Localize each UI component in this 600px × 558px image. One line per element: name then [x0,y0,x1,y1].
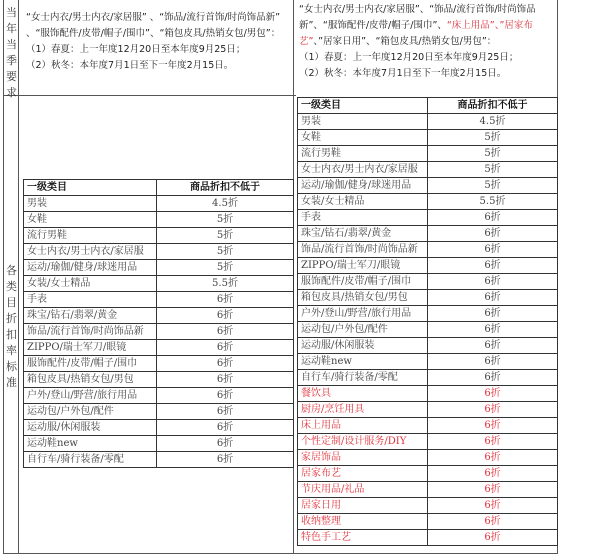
category-cell: 男装 [24,196,157,212]
table-row [24,372,294,388]
discount-cell: 6折 [428,322,558,338]
category-list-part: “女士内衣/男士内衣/家居服”、“饰品/流行首饰/时尚饰品新”、“服饰配件/皮带/帽子/围巾”、 [299,4,536,31]
table-row [298,514,558,530]
category-cell: 女士内衣/男士内衣/家居服 [24,244,157,260]
label-char: 目 [6,296,17,309]
discount-cell: 6折 [428,306,558,322]
category-cell: 服饰配件/皮带/帽子/围巾 [298,274,428,290]
autumn-winter-period: （2）秋冬：本年度7月1日至下一年度2月15日。 [299,68,507,79]
discount-cell: 6折 [157,372,294,388]
category-cell: 箱包皮具/热销女包/男包 [24,372,157,388]
discount-cell: 6折 [428,386,558,402]
category-cell: 运动/瑜伽/健身/球迷用品 [298,178,428,194]
table-row [24,356,294,372]
policy-table [3,0,558,554]
table-row [298,338,558,354]
table-row [24,228,294,244]
discount-cell: 6折 [428,482,558,498]
category-cell: 床上用品 [298,418,428,434]
discount-cell: 6折 [157,340,294,356]
discount-cell: 6折 [157,404,294,420]
table-row [298,450,558,466]
category-cell: 手表 [24,292,157,308]
table-row [298,146,558,162]
discount-cell: 6折 [157,324,294,340]
spring-summer-period: （1）春夏：上一年度12月20日至本年度9月25日； [299,52,519,63]
category-cell: 餐饮具 [298,386,428,402]
discount-cell: 4.5折 [157,196,294,212]
discount-cell: 6折 [157,308,294,324]
table-row [24,452,294,468]
category-cell: 服饰配件/皮带/帽子/围巾 [24,356,157,372]
category-cell: 运动包/户外包/配件 [24,404,157,420]
row-label-season-requirement [4,5,19,101]
category-list [299,2,557,50]
table-row [298,482,558,498]
label-char: 要 [6,70,17,83]
category-cell: 女士内衣/男士内衣/家居服 [298,162,428,178]
header-category: 一级类目 [298,98,428,114]
table-row [298,274,558,290]
discount-cell: 4.5折 [428,114,558,130]
label-char: 当 [6,6,17,19]
category-cell: 运动包/户外包/配件 [298,322,428,338]
label-char: 当 [6,38,17,51]
category-cell: 流行男鞋 [298,146,428,162]
discount-cell: 6折 [428,450,558,466]
category-cell: 收纳整理 [298,514,428,530]
table-row [298,210,558,226]
discount-cell: 6折 [428,434,558,450]
category-cell: 箱包皮具/热销女包/男包 [298,290,428,306]
category-cell: 居家日用 [298,498,428,514]
table-row [24,276,294,292]
row-label-discount-standard [4,263,19,391]
table-row [24,436,294,452]
label-char: 各 [6,264,17,277]
left-discount-table [23,179,294,468]
table-row [298,498,558,514]
category-cell: 手表 [298,210,428,226]
table-row [298,322,558,338]
discount-cell: 6折 [428,418,558,434]
right-discount-table [297,97,558,546]
discount-cell: 6折 [428,530,558,546]
table-row [24,340,294,356]
category-cell: 流行男鞋 [24,228,157,244]
category-cell: 珠宝/钻石/翡翠/黄金 [298,226,428,242]
discount-cell: 6折 [428,258,558,274]
spring-summer-period: （1）春夏：上一年度12月20日至本年度9月25日； [26,44,246,55]
label-char: 扣 [6,328,17,341]
category-cell: 自行车/骑行装备/零配 [298,370,428,386]
discount-cell: 6折 [428,354,558,370]
table-row [298,194,558,210]
category-cell: 女鞋 [24,212,157,228]
category-list-part: 、”居家日用”、“箱包皮具/热销女包/男包”： [313,36,497,47]
discount-cell: 5.5折 [428,194,558,210]
discount-cell: 6折 [428,290,558,306]
discount-cell: 5.5折 [157,276,294,292]
category-cell: 节庆用品/礼品 [298,482,428,498]
discount-cell: 6折 [428,498,558,514]
label-char: 标 [6,360,17,373]
table-row [298,354,558,370]
category-cell: 女装/女士精品 [298,194,428,210]
discount-cell: 6折 [157,436,294,452]
category-cell: 女鞋 [298,130,428,146]
category-cell: ZIPPO/瑞士军刀/眼镜 [24,340,157,356]
table-row [24,244,294,260]
table-row [24,420,294,436]
category-cell: 运动鞋new [298,354,428,370]
discount-cell: 5折 [428,162,558,178]
label-char: 年 [6,22,17,35]
table-row [24,324,294,340]
category-cell: 户外/登山/野营/旅行用品 [24,388,157,404]
table-row [298,242,558,258]
discount-cell: 6折 [428,466,558,482]
discount-cell: 6折 [157,420,294,436]
table-row [298,434,558,450]
category-cell: 运动服/休闲服装 [24,420,157,436]
right-requirement-text [299,2,557,82]
label-char: 求 [6,86,17,99]
table-row [24,196,294,212]
table-row [298,530,558,546]
table-header-row [298,98,558,114]
label-char: 率 [6,344,17,357]
header-discount: 商品折扣不低于 [157,180,294,196]
table-row [298,178,558,194]
category-cell: 居家布艺 [298,466,428,482]
autumn-winter-period: （2）秋冬：本年度7月1日至下一年度2月15日。 [26,60,234,71]
category-list: “女士内衣/男士内衣/家居服” 、“饰品/流行首饰/时尚饰品新” 、“服饰配件/皮带/帽子/围巾”、“箱包皮具/热销女包/男包”： [26,12,281,39]
category-cell: 自行车/骑行装备/零配 [24,452,157,468]
table-row [298,306,558,322]
category-cell: 运动/瑜伽/健身/球迷用品 [24,260,157,276]
discount-cell: 5折 [157,228,294,244]
table-row [298,130,558,146]
divider [4,95,296,96]
category-cell: 运动鞋new [24,436,157,452]
category-cell: 特色手工艺 [298,530,428,546]
discount-cell: 5折 [157,244,294,260]
label-char: 准 [6,376,17,389]
table-row [298,370,558,386]
category-cell: 厨房/烹饪用具 [298,402,428,418]
table-row [298,466,558,482]
table-row [24,292,294,308]
discount-cell: 5折 [428,146,558,162]
header-category: 一级类目 [24,180,157,196]
table-row [298,114,558,130]
discount-cell: 6折 [428,274,558,290]
table-row [24,308,294,324]
category-cell: 个性定制/设计服务/DIY [298,434,428,450]
category-cell: 饰品/流行首饰/时尚饰品新 [24,324,157,340]
table-row [24,212,294,228]
category-cell: 家居饰品 [298,450,428,466]
discount-cell: 6折 [157,356,294,372]
table-row [298,386,558,402]
category-cell: 户外/登山/野营/旅行用品 [298,306,428,322]
category-list-highlight: “床上用品”、”居家布艺” [299,20,533,47]
table-row [24,404,294,420]
category-cell: 饰品/流行首饰/时尚饰品新 [298,242,428,258]
discount-cell: 6折 [428,242,558,258]
table-header-row [24,180,294,196]
table-row [24,388,294,404]
discount-cell: 6折 [157,292,294,308]
discount-cell: 5折 [157,260,294,276]
discount-cell: 6折 [428,226,558,242]
discount-cell: 6折 [428,370,558,386]
table-row [298,226,558,242]
table-row [298,162,558,178]
discount-cell: 6折 [157,452,294,468]
label-char: 类 [6,280,17,293]
label-char: 季 [6,54,17,67]
discount-cell: 6折 [428,210,558,226]
category-cell: 男装 [298,114,428,130]
discount-cell: 6折 [428,514,558,530]
table-row [298,290,558,306]
table-row [24,260,294,276]
discount-cell: 5折 [428,178,558,194]
discount-cell: 6折 [157,388,294,404]
category-cell: 女装/女士精品 [24,276,157,292]
category-cell: 运动服/休闲服装 [298,338,428,354]
discount-cell: 6折 [428,402,558,418]
category-cell: ZIPPO/瑞士军刀/眼镜 [298,258,428,274]
discount-cell: 5折 [428,130,558,146]
discount-cell: 6折 [428,338,558,354]
table-row [298,418,558,434]
label-char: 折 [6,312,17,325]
table-row [298,258,558,274]
left-requirement-text [26,10,291,74]
category-cell: 珠宝/钻石/翡翠/黄金 [24,308,157,324]
table-row [298,402,558,418]
header-discount: 商品折扣不低于 [428,98,558,114]
discount-cell: 5折 [157,212,294,228]
